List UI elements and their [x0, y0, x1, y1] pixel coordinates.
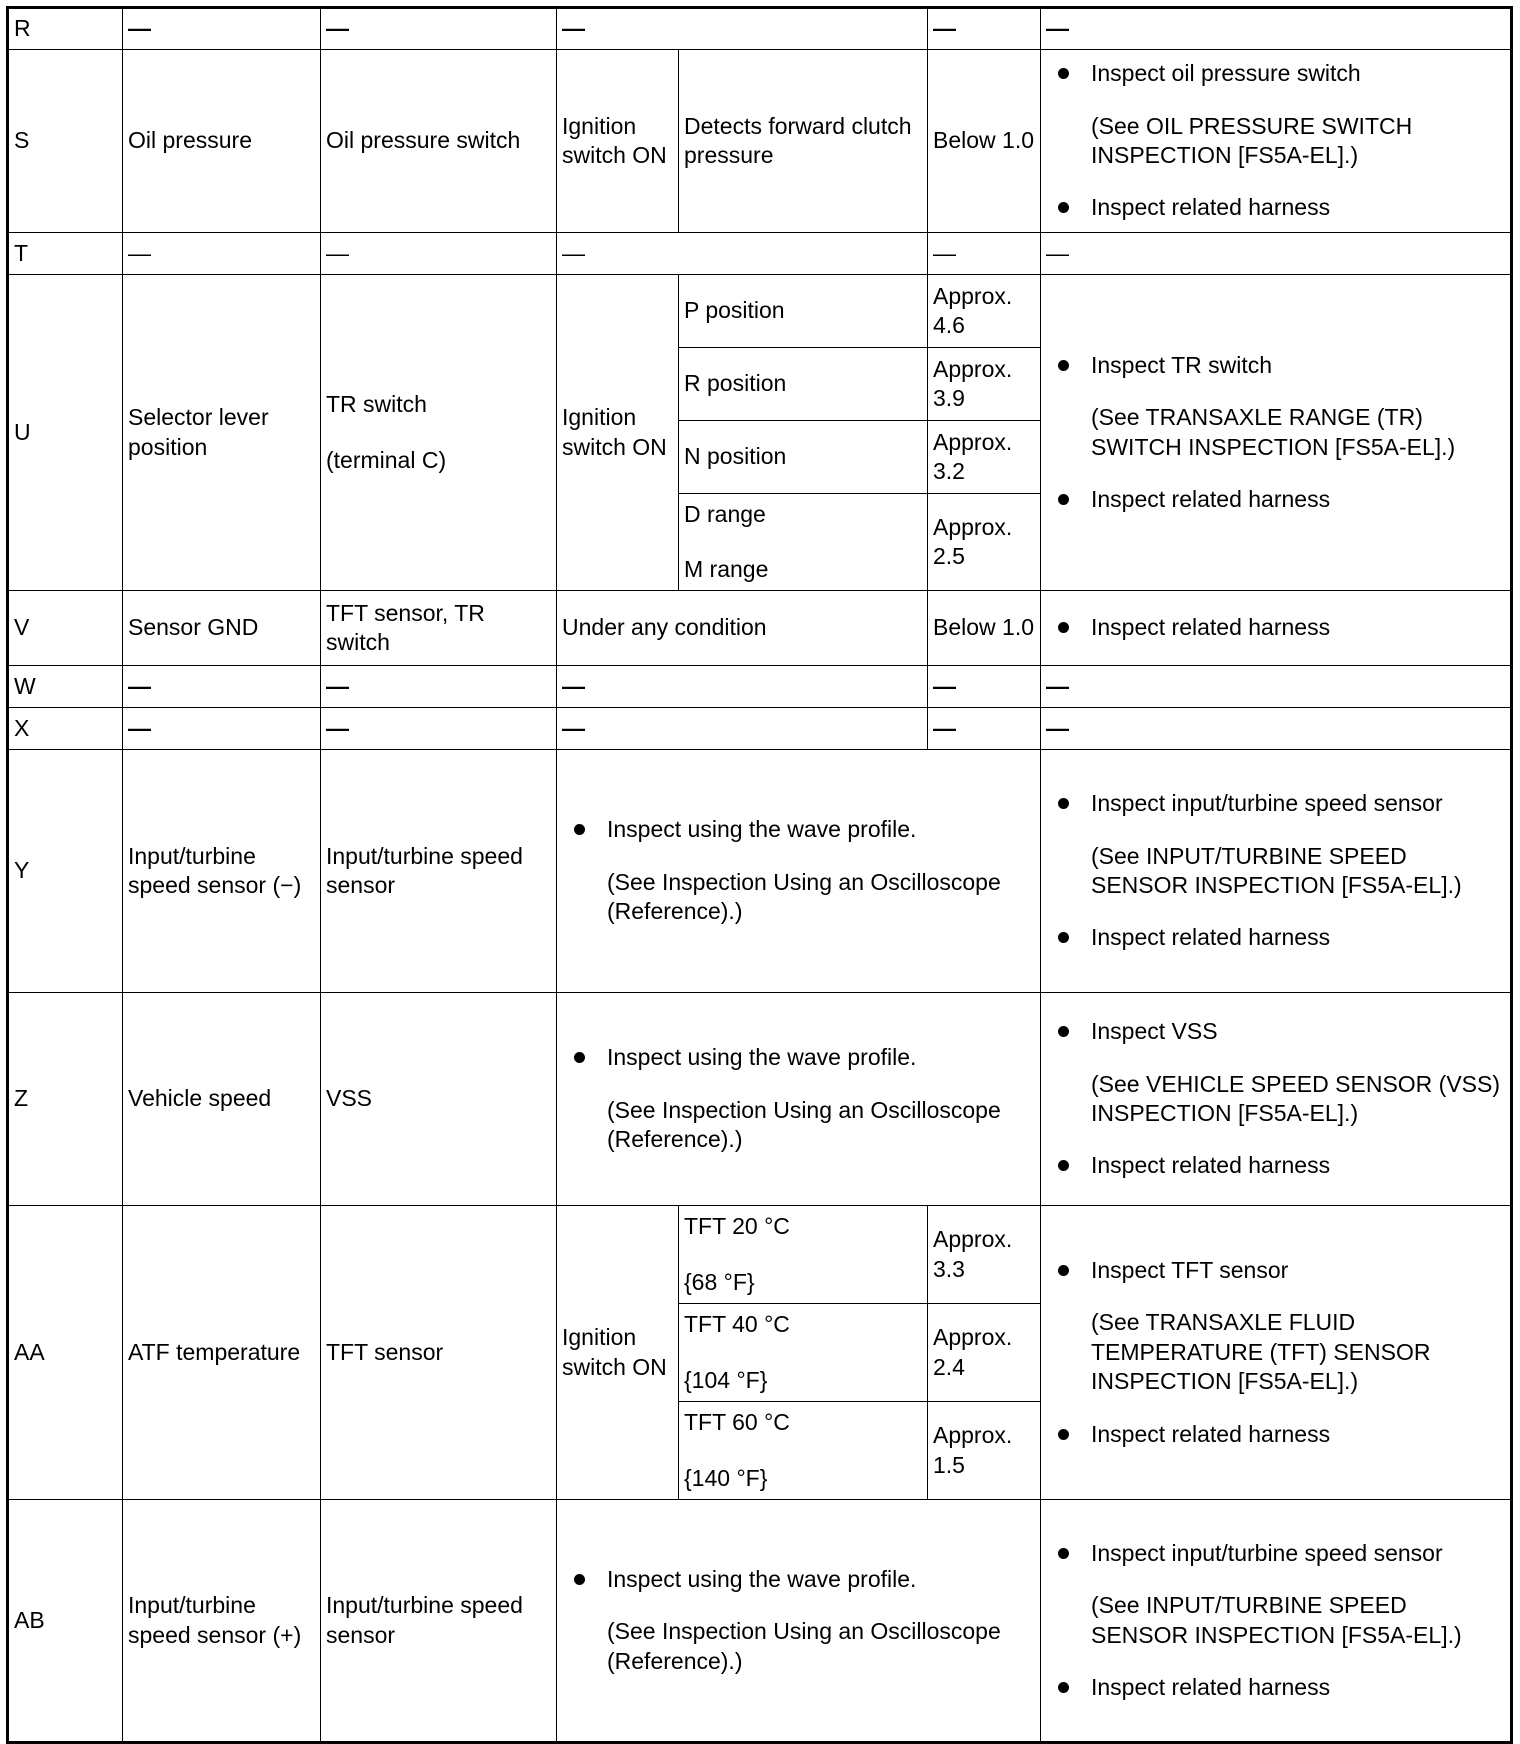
- action-list: [1046, 351, 1505, 515]
- bullet-icon: [1058, 202, 1069, 213]
- table-row: [8, 233, 1512, 275]
- temp-fahrenheit: {104 °F}: [684, 1366, 768, 1393]
- temp-celsius: TFT 60 °C: [684, 1409, 790, 1436]
- action-cell: —: [1041, 233, 1512, 275]
- terminal-cell: T: [8, 233, 123, 275]
- bullet-icon: [1058, 798, 1069, 809]
- terminal-cell: AB: [8, 1500, 123, 1743]
- dash: —: [128, 714, 151, 741]
- action-cell: [1041, 750, 1512, 993]
- condition-cell: Ignition switch ON: [557, 275, 679, 591]
- connected-to-cell: Input/turbine speed sensor: [321, 1500, 557, 1743]
- action-cell: [1041, 1500, 1512, 1743]
- connected-to-cell: [321, 708, 557, 750]
- action-harness: Inspect related harness: [1091, 924, 1331, 951]
- table-row: [8, 1500, 1512, 1743]
- temp-celsius: TFT 40 °C: [684, 1311, 790, 1338]
- bullet-icon: [1058, 932, 1069, 943]
- condition-cell: —: [557, 233, 928, 275]
- list-item: [1091, 1539, 1505, 1650]
- temperature-cell: [679, 1402, 928, 1500]
- signal-cell: Oil pressure: [123, 50, 321, 233]
- table-row: [8, 750, 1512, 993]
- action-reference: (See TRANSAXLE RANGE (TR) SWITCH INSPECTION [FS5A-EL].): [1091, 404, 1456, 460]
- position-cell: R position: [679, 348, 928, 421]
- action-main: Inspect TFT sensor: [1091, 1256, 1289, 1283]
- voltage-cell: Approx. 1.5: [928, 1402, 1041, 1500]
- d-range-label: D range: [684, 500, 766, 527]
- voltage-cell: Approx. 3.2: [928, 421, 1041, 494]
- position-cell: P position: [679, 275, 928, 348]
- action-harness: Inspect related harness: [1091, 1152, 1331, 1179]
- table-row: [8, 591, 1512, 666]
- connected-to-cell: TFT sensor: [321, 1206, 557, 1500]
- bullet-icon: [1058, 1160, 1069, 1171]
- dash: —: [562, 15, 585, 42]
- condition-cell: [557, 666, 928, 708]
- wave-list: [562, 1043, 1035, 1154]
- terminal-cell: U: [8, 275, 123, 591]
- bullet-icon: [1058, 360, 1069, 371]
- list-item: [1091, 1017, 1505, 1128]
- list-item: [607, 1565, 1035, 1676]
- wave-instruction: Inspect using the wave profile.: [607, 816, 917, 843]
- terminal-cell: V: [8, 591, 123, 666]
- terminal-cell: Z: [8, 993, 123, 1206]
- dash: —: [128, 15, 151, 42]
- temperature-cell: [679, 1206, 928, 1304]
- action-list: [1046, 613, 1505, 642]
- action-harness: Inspect related harness: [1091, 1420, 1331, 1447]
- action-cell: [1041, 708, 1512, 750]
- bullet-icon: [1058, 622, 1069, 633]
- condition-cell: [557, 8, 928, 50]
- list-item: [607, 1043, 1035, 1154]
- action-list: [1046, 59, 1505, 223]
- signal-cell: [123, 8, 321, 50]
- action-main: Inspect input/turbine speed sensor: [1091, 1539, 1443, 1566]
- table-row: [8, 275, 1512, 348]
- terminal-cell: W: [8, 666, 123, 708]
- terminal-cell: S: [8, 50, 123, 233]
- wave-reference: (See Inspection Using an Oscilloscope (Reference).): [607, 1096, 1001, 1153]
- list-item: [607, 815, 1035, 926]
- condition-cell: [557, 750, 1041, 993]
- action-list: [1046, 1017, 1505, 1181]
- dash: —: [326, 714, 349, 741]
- dash: —: [128, 672, 151, 699]
- list-item: [1091, 923, 1505, 952]
- bullet-icon: [1058, 68, 1069, 79]
- table-row: [8, 666, 1512, 708]
- condition-cell: Ignition switch ON: [557, 1206, 679, 1500]
- terminal-voltage-table: [6, 6, 1513, 1744]
- bullet-icon: [1058, 1682, 1069, 1693]
- action-harness: Inspect related harness: [1091, 614, 1331, 641]
- signal-cell: Selector lever position: [123, 275, 321, 591]
- dash: —: [562, 714, 585, 741]
- dash: —: [562, 672, 585, 699]
- table-row: [8, 8, 1512, 50]
- connected-to-cell: TFT sensor, TR switch: [321, 591, 557, 666]
- bullet-icon: [1058, 1026, 1069, 1037]
- voltage-cell: [928, 666, 1041, 708]
- terminal-cell: X: [8, 708, 123, 750]
- action-main: Inspect VSS: [1091, 1018, 1218, 1045]
- action-reference: (See VEHICLE SPEED SENSOR (VSS) INSPECTION [FS5A-EL].): [1091, 1070, 1501, 1126]
- signal-cell: Vehicle speed: [123, 993, 321, 1206]
- wave-list: [562, 1565, 1035, 1676]
- table-row: [8, 1206, 1512, 1304]
- bullet-icon: [574, 1574, 585, 1585]
- temp-fahrenheit: {140 °F}: [684, 1464, 768, 1491]
- action-cell: [1041, 666, 1512, 708]
- connected-to-cell: [321, 8, 557, 50]
- condition-cell: [557, 708, 928, 750]
- list-item: [1091, 613, 1505, 642]
- temperature-cell: [679, 1304, 928, 1402]
- list-item: [1091, 1256, 1505, 1397]
- action-cell: [1041, 275, 1512, 591]
- dash: —: [933, 714, 956, 741]
- bullet-icon: [1058, 1548, 1069, 1559]
- condition-cell: Ignition switch ON: [557, 50, 679, 233]
- action-harness: Inspect related harness: [1091, 194, 1331, 221]
- action-cell: [1041, 8, 1512, 50]
- position-cell: N position: [679, 421, 928, 494]
- connected-to-main: TR switch: [326, 391, 427, 418]
- voltage-cell: [928, 708, 1041, 750]
- condition-cell: [557, 993, 1041, 1206]
- action-list: [1046, 1539, 1505, 1703]
- voltage-cell: Below 1.0: [928, 591, 1041, 666]
- bullet-icon: [574, 824, 585, 835]
- dash: —: [1046, 714, 1069, 741]
- signal-cell: ATF temperature: [123, 1206, 321, 1500]
- action-cell: [1041, 50, 1512, 233]
- action-harness: Inspect related harness: [1091, 1673, 1331, 1700]
- wave-instruction: Inspect using the wave profile.: [607, 1565, 917, 1592]
- voltage-cell: Approx. 2.4: [928, 1304, 1041, 1402]
- table-row: [8, 50, 1512, 233]
- detail-cell: Detects forward clutch pressure: [679, 50, 928, 233]
- table-row: [8, 708, 1512, 750]
- connected-to-cell: Oil pressure switch: [321, 50, 557, 233]
- action-reference: (See OIL PRESSURE SWITCH INSPECTION [FS5A-EL].): [1091, 112, 1413, 168]
- action-reference: (See INPUT/TURBINE SPEED SENSOR INSPECTION [FS5A-EL].): [1091, 1592, 1462, 1648]
- dash: —: [326, 15, 349, 42]
- action-cell: [1041, 993, 1512, 1206]
- table-row: [8, 993, 1512, 1206]
- list-item: [1091, 789, 1505, 900]
- voltage-cell: Approx. 3.3: [928, 1206, 1041, 1304]
- list-item: [1091, 351, 1505, 462]
- signal-cell: Input/turbine speed sensor (−): [123, 750, 321, 993]
- list-item: [1091, 1420, 1505, 1449]
- voltage-cell: [928, 8, 1041, 50]
- position-cell: [679, 494, 928, 591]
- wave-reference: (See Inspection Using an Oscilloscope (Reference).): [607, 1618, 1001, 1674]
- temp-celsius: TFT 20 °C: [684, 1213, 790, 1240]
- list-item: [1091, 1673, 1505, 1702]
- bullet-icon: [1058, 1265, 1069, 1276]
- signal-cell: [123, 708, 321, 750]
- action-reference: (See INPUT/TURBINE SPEED SENSOR INSPECTION [FS5A-EL].): [1091, 842, 1462, 898]
- voltage-cell: Approx. 3.9: [928, 348, 1041, 421]
- dash: —: [933, 672, 956, 699]
- bullet-icon: [574, 1052, 585, 1063]
- voltage-cell: Approx. 2.5: [928, 494, 1041, 591]
- action-list: [1046, 789, 1505, 953]
- voltage-cell: Below 1.0: [928, 50, 1041, 233]
- condition-cell: Under any condition: [557, 591, 928, 666]
- list-item: [1091, 485, 1505, 514]
- action-harness: Inspect related harness: [1091, 485, 1331, 512]
- connected-to-cell: VSS: [321, 993, 557, 1206]
- list-item: [1091, 59, 1505, 170]
- action-reference: (See TRANSAXLE FLUID TEMPERATURE (TFT) SENSOR INSPECTION [FS5A-EL].): [1091, 1309, 1431, 1395]
- dash: —: [933, 15, 956, 42]
- dash: —: [326, 672, 349, 699]
- voltage-cell: Approx. 4.6: [928, 275, 1041, 348]
- connected-to-cell: —: [321, 233, 557, 275]
- action-list: [1046, 1256, 1505, 1449]
- action-main: Inspect TR switch: [1091, 351, 1273, 378]
- wave-list: [562, 815, 1035, 926]
- m-range-label: M range: [684, 556, 769, 582]
- terminal-cell: AA: [8, 1206, 123, 1500]
- action-main: Inspect oil pressure switch: [1091, 60, 1361, 87]
- voltage-cell: —: [928, 233, 1041, 275]
- signal-cell: —: [123, 233, 321, 275]
- list-item: [1091, 1151, 1505, 1180]
- dash: —: [1046, 672, 1069, 699]
- temp-fahrenheit: {68 °F}: [684, 1268, 755, 1295]
- action-cell: [1041, 591, 1512, 666]
- dash: —: [1046, 15, 1069, 42]
- bullet-icon: [1058, 1429, 1069, 1440]
- connected-to-cell: [321, 666, 557, 708]
- bullet-icon: [1058, 494, 1069, 505]
- signal-cell: Sensor GND: [123, 591, 321, 666]
- connected-to-cell: [321, 275, 557, 591]
- condition-cell: [557, 1500, 1041, 1743]
- list-item: [1091, 193, 1505, 222]
- action-main: Inspect input/turbine speed sensor: [1091, 790, 1443, 817]
- terminal-cell: R: [8, 8, 123, 50]
- terminal-cell: Y: [8, 750, 123, 993]
- signal-cell: Input/turbine speed sensor (+): [123, 1500, 321, 1743]
- connected-to-sub: (terminal C): [326, 446, 447, 473]
- connected-to-cell: Input/turbine speed sensor: [321, 750, 557, 993]
- wave-reference: (See Inspection Using an Oscilloscope (Reference).): [607, 868, 1001, 925]
- signal-cell: [123, 666, 321, 708]
- action-cell: [1041, 1206, 1512, 1500]
- wave-instruction: Inspect using the wave profile.: [607, 1044, 917, 1071]
